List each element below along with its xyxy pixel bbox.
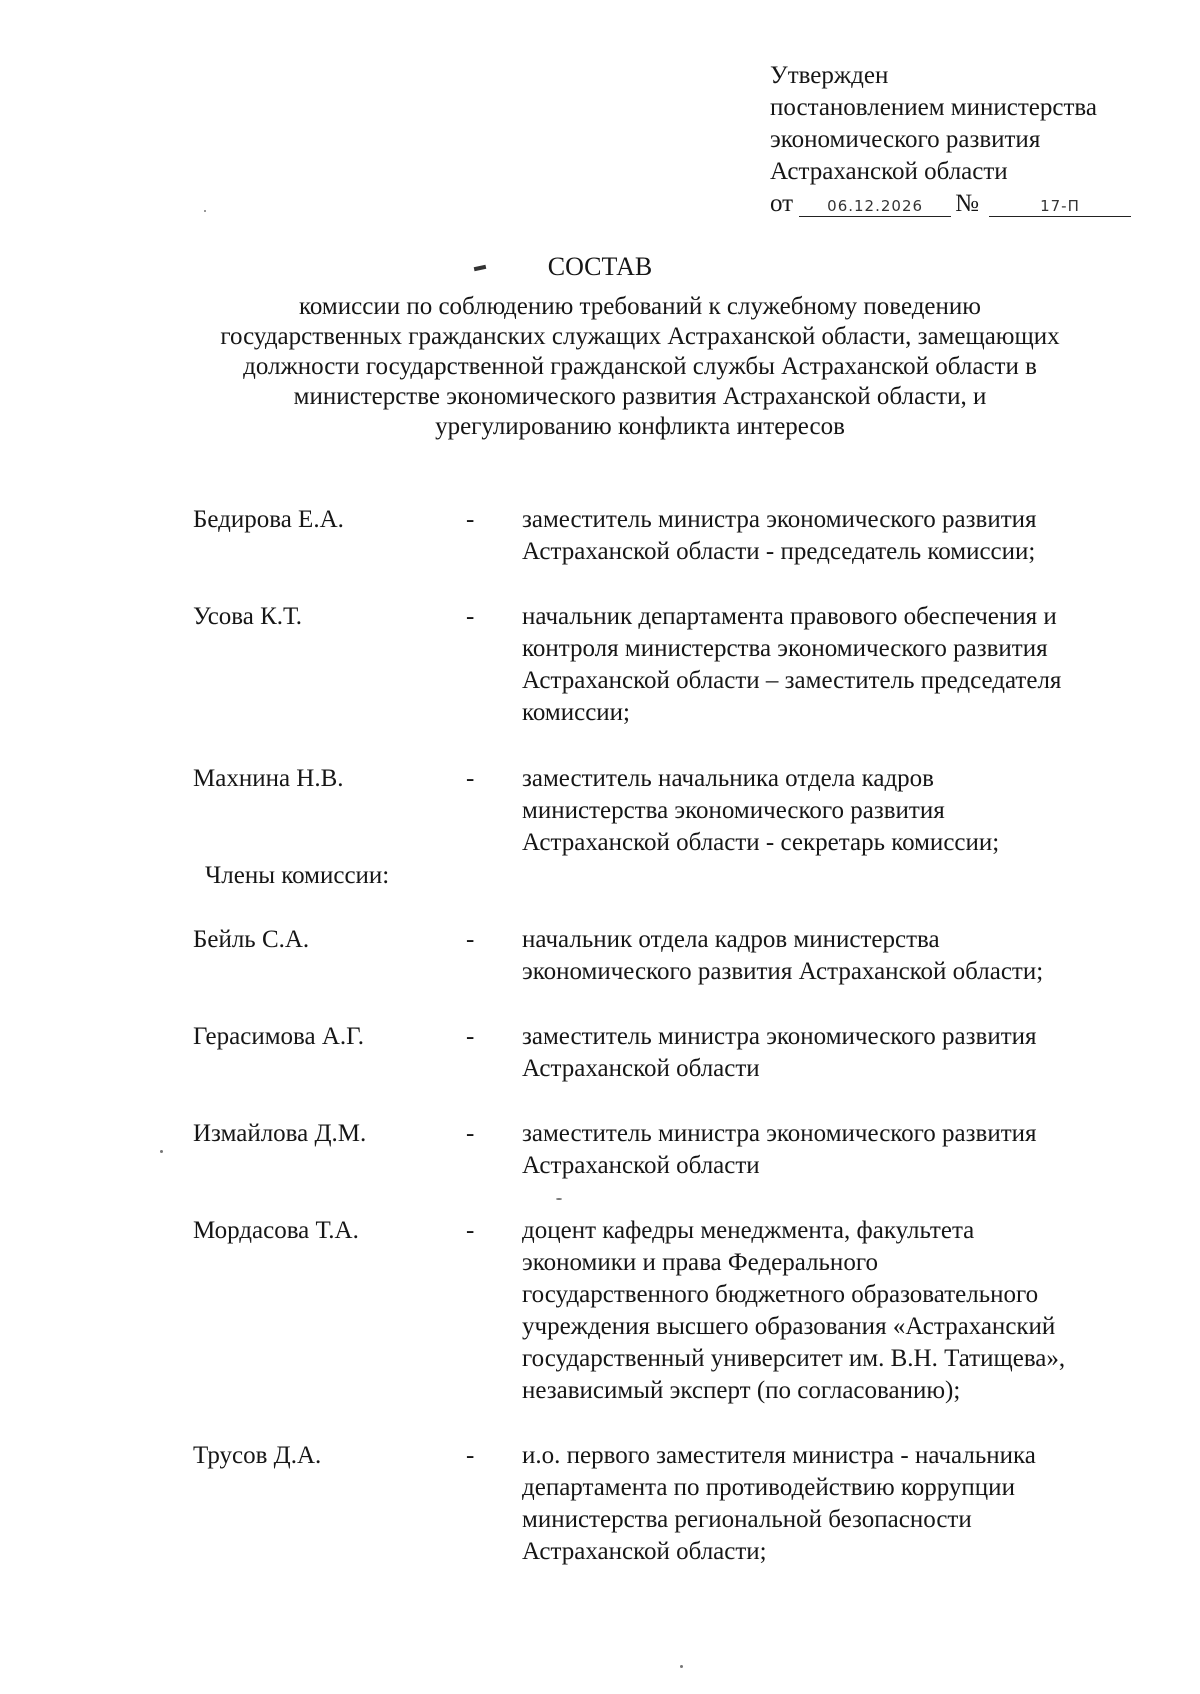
member-position <box>522 924 1142 988</box>
position-line: Астраханской области <box>522 1152 760 1179</box>
scan-speck <box>556 1198 562 1200</box>
dash: - <box>466 1442 475 1469</box>
members-section-label: Члены комиссии: <box>205 862 390 889</box>
position-line: комиссии; <box>522 699 630 726</box>
position-line: государственного бюджетного образовательного <box>522 1281 1039 1308</box>
dash: - <box>466 765 475 792</box>
position-line: заместитель министра экономического развития <box>522 506 1037 533</box>
member-name: Трусов Д.А. <box>193 1442 322 1469</box>
position-line: независимый эксперт (по согласованию); <box>522 1377 961 1404</box>
dash: - <box>466 506 475 533</box>
scan-speck <box>204 210 206 212</box>
member-name: Бедирова Е.А. <box>193 506 344 533</box>
member-position <box>522 1118 1142 1182</box>
position-line: доцент кафедры менеджмента, факультета <box>522 1217 975 1244</box>
member-position <box>522 1440 1142 1568</box>
number-sign: № <box>955 190 979 217</box>
scan-speck <box>680 1665 683 1668</box>
subtitle-line: министерстве экономического развития Астраханской области, и <box>293 383 987 410</box>
position-line: Астраханской области - председатель комиссии; <box>522 538 1036 565</box>
document-title: СОСТАВ <box>547 252 653 281</box>
position-line: департамента по противодействию коррупции <box>522 1474 1015 1501</box>
handwritten-date: 06.12.2026 <box>799 196 951 217</box>
position-line: заместитель министра экономического развития <box>522 1120 1037 1147</box>
approval-line-2: постановлением министерства <box>770 94 1097 121</box>
member-name: Измайлова Д.М. <box>193 1120 367 1147</box>
dash: - <box>466 1023 475 1050</box>
document-subtitle <box>150 292 1130 442</box>
date-prefix: от <box>770 190 794 217</box>
dash: - <box>466 926 475 953</box>
approval-line-1: Утвержден <box>770 62 889 89</box>
position-line: экономики и права Федерального <box>522 1249 878 1276</box>
position-line: министерства экономического развития <box>522 797 945 824</box>
member-name: Усова К.Т. <box>193 603 303 630</box>
dash: - <box>466 1120 475 1147</box>
approval-date-line <box>770 188 1131 220</box>
position-line: начальник отдела кадров министерства <box>522 926 940 953</box>
position-line: заместитель начальника отдела кадров <box>522 765 934 792</box>
subtitle-line: государственных гражданских служащих Астраханской области, замещающих <box>220 323 1060 350</box>
position-line: и.о. первого заместителя министра - начальника <box>522 1442 1036 1469</box>
member-name: Герасимова А.Г. <box>193 1023 365 1050</box>
position-line: контроля министерства экономического развития <box>522 635 1048 662</box>
position-line: Астраханской области; <box>522 1538 767 1565</box>
position-line: экономического развития Астраханской области; <box>522 958 1044 985</box>
subtitle-line: комиссии по соблюдению требований к служебному поведению <box>299 293 981 320</box>
dash: - <box>466 603 475 630</box>
member-name: Мордасова Т.А. <box>193 1217 359 1244</box>
approval-line-3: экономического развития <box>770 126 1041 153</box>
scan-speck <box>160 1150 163 1153</box>
position-line: учреждения высшего образования «Астраханский <box>522 1313 1056 1340</box>
position-line: Астраханской области - секретарь комиссии; <box>522 829 1000 856</box>
position-line: Астраханской области – заместитель председателя <box>522 667 1062 694</box>
dash: - <box>466 1217 475 1244</box>
approval-line-4: Астраханской области <box>770 158 1008 185</box>
position-line: министерства региональной безопасности <box>522 1506 972 1533</box>
subtitle-line: урегулированию конфликта интересов <box>435 413 845 440</box>
member-position <box>522 504 1142 568</box>
position-line: государственный университет им. В.Н. Татищева», <box>522 1345 1066 1372</box>
member-position <box>522 763 1142 859</box>
member-name: Бейль С.А. <box>193 926 310 953</box>
position-line: Астраханской области <box>522 1055 760 1082</box>
member-position <box>522 1215 1142 1407</box>
member-name: Махнина Н.В. <box>193 765 344 792</box>
position-line: заместитель министра экономического развития <box>522 1023 1037 1050</box>
member-position <box>522 1021 1142 1085</box>
approval-block <box>770 60 1131 220</box>
member-position <box>522 601 1142 729</box>
subtitle-line: должности государственной гражданской службы Астраханской области в <box>243 353 1037 380</box>
position-line: начальник департамента правового обеспечения и <box>522 603 1057 630</box>
handwritten-number: 17-П <box>989 196 1131 217</box>
